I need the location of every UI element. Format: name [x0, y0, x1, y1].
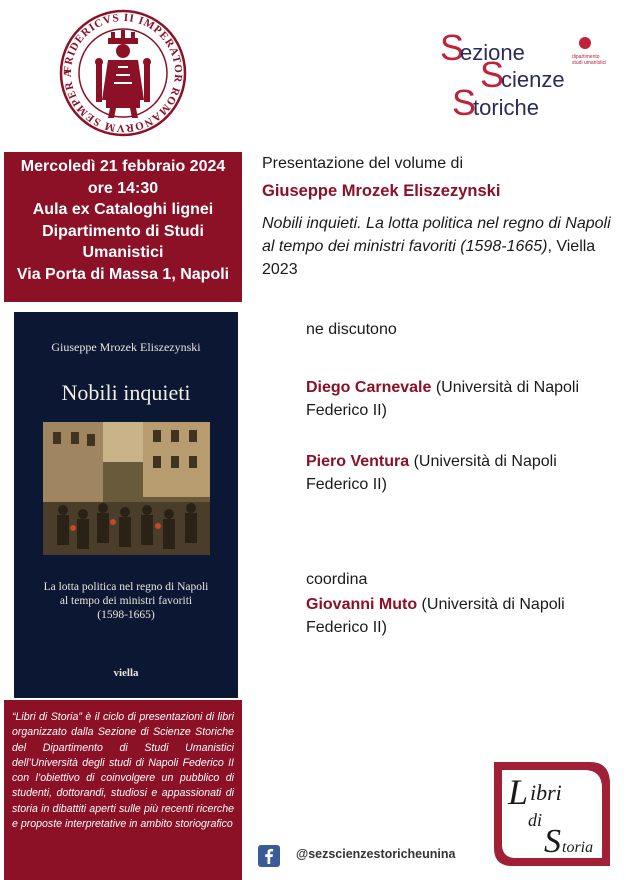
- book-title: Nobili inquieti. La lotta politica nel regno di Napoli al tempo dei ministri favoriti (1598-1665): [262, 215, 611, 255]
- cover-title: Nobili inquieti: [61, 380, 191, 405]
- logo-badge-line1: dipartimento: [572, 54, 600, 60]
- logo-line1: ezione: [460, 40, 525, 65]
- cover-author: Giuseppe Mrozek Eliszezynski: [51, 340, 201, 354]
- book-author: Giuseppe Mrozek Eliszezynski: [262, 182, 501, 200]
- event-date: Mercoledì 21 febbraio 2024: [20, 158, 226, 175]
- libri-logo-L: L: [508, 772, 529, 812]
- event-room: Aula ex Cataloghi lignei: [32, 201, 214, 218]
- libri-logo-toria: toria: [562, 839, 594, 856]
- speaker-name: Diego Carnevale: [306, 379, 432, 396]
- libri-di-storia-logo: [488, 758, 614, 870]
- facebook-icon[interactable]: [258, 845, 280, 867]
- svg-text:S: S: [452, 82, 477, 123]
- libri-logo-S: S: [544, 823, 561, 860]
- event-dept-line1: Dipartimento di Studi: [42, 222, 204, 240]
- speaker-affiliation: (Università di Napoli Federico II): [306, 379, 579, 419]
- svg-text:S: S: [480, 54, 505, 95]
- dsu-badge-icon: [579, 37, 591, 49]
- event-dept-line2: Umanistici: [82, 244, 164, 261]
- discussion-label: ne discutono: [306, 321, 397, 338]
- cover-publisher: viella: [113, 667, 139, 679]
- facebook-handle[interactable]: @sezscienzestoricheunina: [296, 847, 456, 861]
- libri-logo-ibri: ibri: [530, 780, 562, 805]
- coordinator-item: [306, 593, 616, 639]
- logo-line2: cienze: [501, 67, 565, 92]
- series-description-panel: [4, 700, 242, 880]
- speaker-item: [306, 376, 616, 422]
- book-title-block: [262, 212, 617, 281]
- logo-line3: toriche: [473, 95, 540, 120]
- cover-subtitle: [24, 580, 228, 622]
- cover-subtitle-line3: (1598-1665): [97, 609, 155, 621]
- event-info-panel: [4, 152, 242, 302]
- sezione-scienze-storiche-logo: [440, 30, 610, 125]
- cover-painting: [43, 422, 210, 555]
- speaker-name: Piero Ventura: [306, 453, 410, 470]
- event-address: Via Porta di Massa 1, Napoli: [16, 265, 230, 283]
- university-seal-icon: [58, 8, 188, 138]
- book-cover: [14, 312, 238, 698]
- cover-subtitle-line2: al tempo dei ministri favoriti: [59, 595, 193, 607]
- coordinator-name: Giovanni Muto: [306, 596, 418, 613]
- speaker-affiliation: (Università di Napoli Federico II): [306, 453, 557, 493]
- event-time: ore 14:30: [87, 179, 159, 197]
- seal-text: FRIDERICVS II IMPERATOR ROMANORVM SEMPER A: [61, 11, 185, 135]
- coordinator-affiliation: (Università di Napoli Federico II): [306, 596, 565, 636]
- coordinator-label: coordina: [306, 571, 368, 588]
- series-description: “Libri di Storia” è il ciclo di presentazioni di libri organizzato dalla Sezione di Scienze Storiche del Dipartimento di Studi Umanistici dell’Università degli studi di Napoli Federico II con l’obiettivo di coinvolgere un pubblico di studenti, dottorandi, studiosi e appassionati di storia in dibattiti aperti sulle più recenti ricerche e proposte interpretative in ambito storiografico: [12, 711, 234, 831]
- cover-subtitle-line1: La lotta politica nel regno di Napoli: [43, 581, 209, 593]
- logo-badge-line2: studi umanistici: [572, 60, 607, 66]
- libri-logo-di: di: [528, 810, 543, 830]
- speaker-item: [306, 450, 616, 496]
- presentation-intro: Presentazione del volume di: [262, 155, 464, 172]
- book-publisher-year: , Viella 2023: [262, 238, 596, 278]
- svg-text:S: S: [440, 30, 465, 68]
